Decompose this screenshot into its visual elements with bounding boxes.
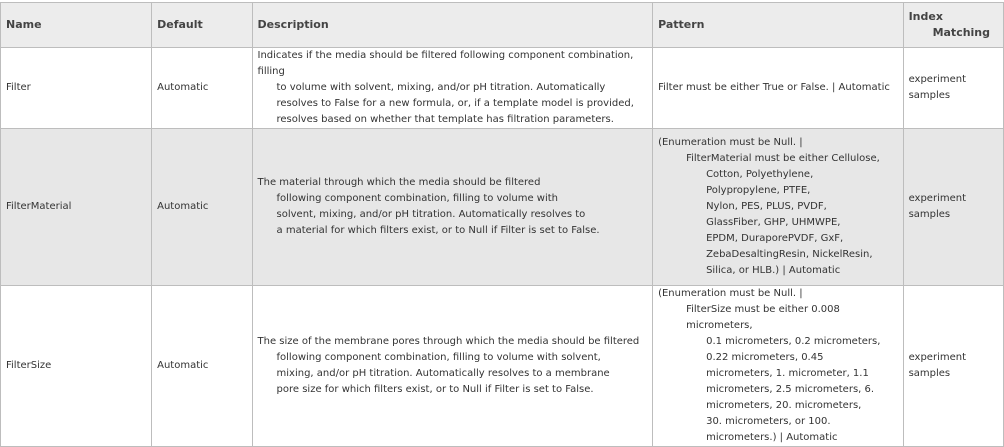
- option-index-matching: experiment samples: [903, 129, 1003, 286]
- option-default: Automatic: [152, 286, 252, 447]
- header-index-line2: Matching: [932, 26, 991, 39]
- description-line: to volume with solvent, mixing, and/or pH titration. Automatically: [276, 82, 606, 93]
- option-name: FilterMaterial: [1, 129, 152, 286]
- description-line: mixing, and/or pH titration. Automatically resolves to a membrane: [276, 368, 610, 379]
- description-line: Indicates if the media should be filtered following component combination, filling: [257, 50, 634, 77]
- option-name: Filter: [1, 48, 152, 129]
- option-pattern: [653, 286, 903, 447]
- description-line: solvent, mixing, and/or pH titration. Automatically resolves to: [276, 209, 586, 220]
- pattern-line: Nylon, PES, PLUS, PVDF,: [706, 201, 827, 212]
- option-name: FilterSize: [1, 286, 152, 447]
- option-pattern: [653, 48, 903, 129]
- option-index-matching: experiment samples: [903, 286, 1003, 447]
- pattern-line: EPDM, DuraporePVDF, GxF,: [706, 233, 844, 244]
- pattern-line: 30. micrometers, or 100.: [706, 416, 831, 427]
- options-table: [0, 2, 1004, 447]
- pattern-line: Filter must be either True or False. | Automatic: [658, 82, 890, 93]
- pattern-line: FilterSize must be either 0.008 micrometers,: [686, 304, 840, 331]
- option-pattern: [653, 129, 903, 286]
- header-index-matching: [903, 3, 1003, 48]
- description-line: a material for which filters exist, or to Null if Filter is set to False.: [276, 225, 600, 236]
- pattern-line: micrometers, 20. micrometers,: [706, 400, 862, 411]
- description-line: resolves to False for a new formula, or, if a template model is provided,: [276, 98, 634, 109]
- pattern-line: 0.22 micrometers, 0.45: [706, 352, 824, 363]
- description-line: The material through which the media should be filtered: [257, 177, 541, 188]
- table-row: [1, 286, 1004, 447]
- description-line: following component combination, filling to volume with solvent,: [276, 352, 601, 363]
- pattern-line: (Enumeration must be Null. |: [658, 137, 803, 148]
- description-line: following component combination, filling to volume with: [276, 193, 559, 204]
- pattern-line: ZebaDesaltingResin, NickelResin,: [706, 249, 873, 260]
- description-line: The size of the membrane pores through which the media should be filtered: [257, 336, 640, 347]
- table-row: [1, 48, 1004, 129]
- option-description: [252, 48, 653, 129]
- pattern-line: Cotton, Polyethylene,: [706, 169, 814, 180]
- option-default: Automatic: [152, 48, 252, 129]
- header-index-line1: Index: [908, 10, 943, 23]
- pattern-line: FilterMaterial must be either Cellulose,: [686, 153, 880, 164]
- header-description: Description: [252, 3, 653, 48]
- option-description: [252, 129, 653, 286]
- table-row: [1, 129, 1004, 286]
- pattern-line: (Enumeration must be Null. |: [658, 288, 803, 299]
- option-index-matching: experiment samples: [903, 48, 1003, 129]
- pattern-line: Silica, or HLB.) | Automatic: [706, 265, 841, 276]
- header-default: Default: [152, 3, 252, 48]
- description-line: pore size for which filters exist, or to Null if Filter is set to False.: [276, 384, 594, 395]
- header-name: Name: [1, 3, 152, 48]
- header-row: [1, 3, 1004, 48]
- pattern-line: GlassFiber, GHP, UHMWPE,: [706, 217, 841, 228]
- option-default: Automatic: [152, 129, 252, 286]
- pattern-line: 0.1 micrometers, 0.2 micrometers,: [706, 336, 881, 347]
- pattern-line: micrometers, 2.5 micrometers, 6.: [706, 384, 875, 395]
- description-line: resolves based on whether that template has filtration parameters.: [276, 114, 614, 125]
- pattern-line: micrometers.) | Automatic: [706, 432, 838, 443]
- pattern-line: Polypropylene, PTFE,: [706, 185, 811, 196]
- header-pattern: Pattern: [653, 3, 903, 48]
- option-description: [252, 286, 653, 447]
- pattern-line: micrometers, 1. micrometer, 1.1: [706, 368, 869, 379]
